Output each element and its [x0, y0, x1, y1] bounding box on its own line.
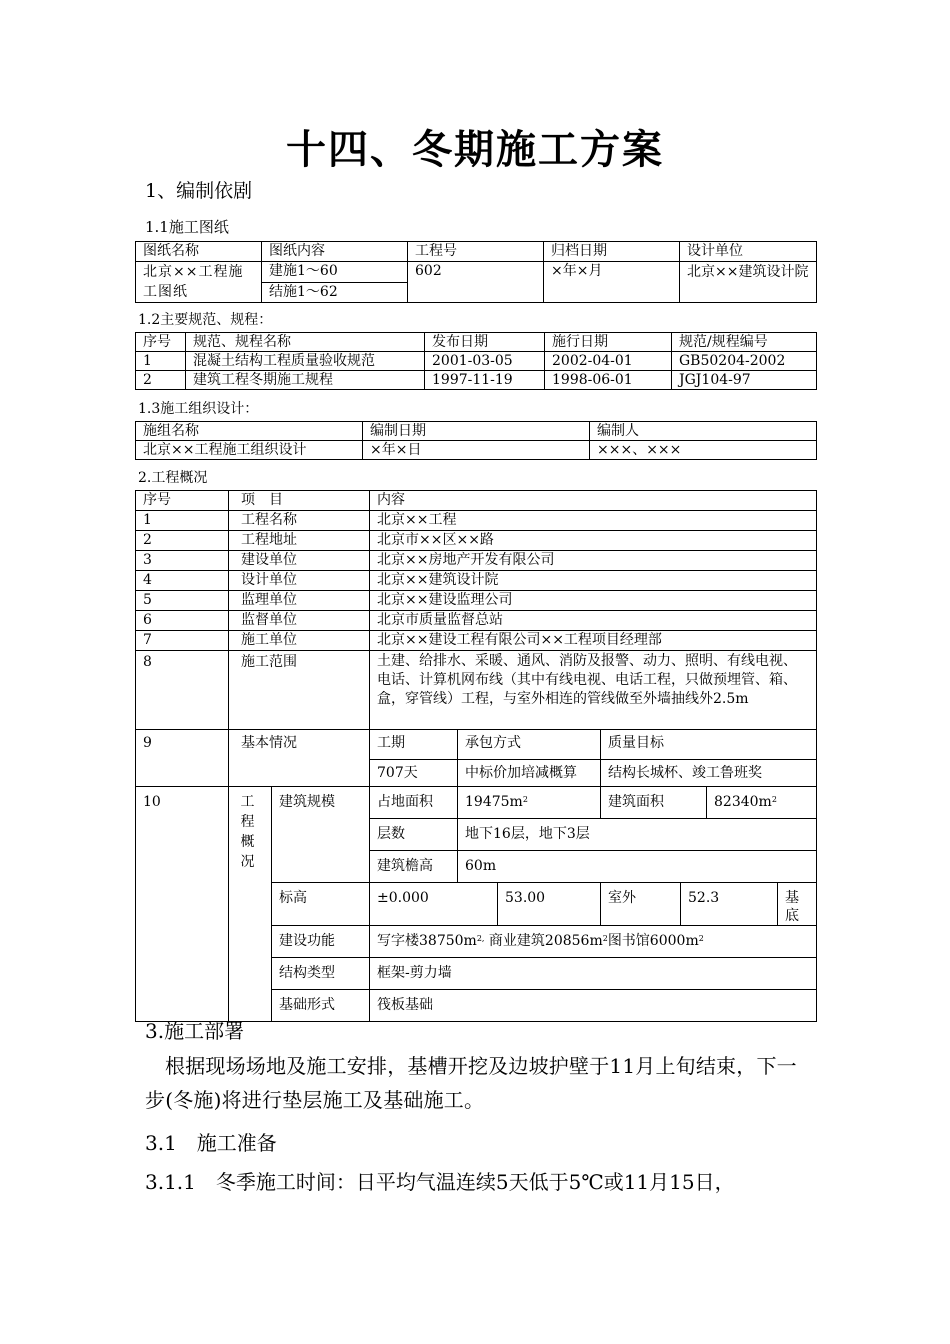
cell: 工期 [370, 730, 458, 760]
cell: 混凝土结构工程质量验收规范 [186, 352, 425, 371]
section-1-heading: 1、编制依剧 [145, 180, 253, 202]
table-row [136, 511, 817, 531]
function-commercial: 商业建筑20856m [488, 933, 603, 949]
project-overview-table [135, 490, 817, 1022]
drawing-content-1: 建施1～60 [262, 262, 408, 283]
page-title: 十四、冬期施工方案 [286, 126, 664, 173]
table-row [136, 531, 817, 551]
superscript-2: 2 [602, 934, 608, 943]
cell: 基本情况 [229, 730, 370, 787]
cell: 基底 [778, 883, 817, 926]
cell: 3 [136, 551, 229, 571]
cell: 监督单位 [229, 611, 370, 631]
cell: GB50204-2002 [672, 352, 817, 371]
cell: 室外 [601, 883, 681, 926]
section-3-heading: 3.施工部署 [145, 1019, 245, 1043]
cell: 施工范围 [229, 651, 370, 730]
cell: 占地面积 [370, 787, 458, 819]
cell: 工程名称 [229, 511, 370, 531]
header-cell: 规范/规程编号 [672, 333, 817, 352]
header-cell: 施组名称 [136, 422, 363, 441]
cell: 建筑面积 [601, 787, 707, 819]
cell: 1 [136, 511, 229, 531]
cell: 建筑檐高 [370, 851, 458, 883]
table-row [136, 591, 817, 611]
vertical-text: 工程概况 [240, 794, 255, 870]
cell: 北京××建设监理公司 [370, 591, 817, 611]
header-cell: 施行日期 [545, 333, 672, 352]
header-cell: 编制人 [590, 422, 817, 441]
design-unit: 北京××建筑设计院 [680, 262, 817, 303]
cell: 基础形式 [272, 990, 370, 1022]
table-row [136, 571, 817, 591]
superscript-2: 2 [771, 795, 777, 804]
table-row [136, 651, 817, 730]
section-2-heading: 2.工程概况 [138, 470, 208, 486]
cell: 1 [136, 352, 186, 371]
drawing-name: 北京××工程施工图纸 [136, 262, 262, 303]
cell: 北京××建筑设计院 [370, 571, 817, 591]
cell: ×××、××× [590, 441, 817, 460]
cell: 承包方式 [458, 730, 601, 760]
cell: 6 [136, 611, 229, 631]
scope-content: 土建、给排水、采暖、通风、消防及报警、动力、照明、有线电视、电话、计算机网布线（其中有线电视、电话工程，只做预埋管、箱、盒，穿管线）工程，与室外相连的管线做至外墙抽线外2.5m [370, 651, 817, 730]
cell: 中标价加培减概算 [458, 760, 601, 787]
cell: ×年×日 [363, 441, 590, 460]
table-row [136, 441, 817, 460]
header-cell: 图纸内容 [262, 242, 408, 262]
cell: 结构长城杯、竣工鲁班奖 [601, 760, 817, 787]
cell: 层数 [370, 819, 458, 851]
header-cell: 编制日期 [363, 422, 590, 441]
cell: 9 [136, 730, 229, 787]
cell: 建筑规模 [272, 787, 370, 883]
cell: 筏板基础 [370, 990, 817, 1022]
header-cell: 工程号 [408, 242, 544, 262]
standards-table [135, 332, 817, 390]
cell: 北京××工程 [370, 511, 817, 531]
cell: 北京市质量监督总站 [370, 611, 817, 631]
header-cell: 归档日期 [544, 242, 680, 262]
section-1-1-heading: 1.1施工图纸 [145, 218, 229, 236]
cell: 2001-03-05 [425, 352, 545, 371]
drawings-table [135, 241, 817, 303]
cell: 北京市××区××路 [370, 531, 817, 551]
header-cell: 序号 [136, 491, 229, 511]
cell: 北京××工程施工组织设计 [136, 441, 363, 460]
cell: 4 [136, 571, 229, 591]
table-row [136, 371, 817, 390]
cell: 结构类型 [272, 958, 370, 990]
cell: 707天 [370, 760, 458, 787]
cell: 施工单位 [229, 631, 370, 651]
section-1-3-heading: 1.3施工组织设计： [138, 401, 259, 417]
cell: 10 [136, 787, 229, 1022]
cell: 2 [136, 371, 186, 390]
cell: JGJ104-97 [672, 371, 817, 390]
header-cell: 项 目 [229, 491, 370, 511]
cell: 标高 [272, 883, 370, 926]
header-cell: 发布日期 [425, 333, 545, 352]
header-cell: 设计单位 [680, 242, 817, 262]
deployment-paragraph: 根据现场场地及施工安排，基槽开挖及边坡护壁于11月上旬结束，下一步(冬施)将进行垫层施工及基础施工。 [145, 1054, 797, 1112]
cell: 北京××建设工程有限公司××工程项目经理部 [370, 631, 817, 651]
cell: 监理单位 [229, 591, 370, 611]
cell: 质量目标 [601, 730, 817, 760]
cell: 建筑工程冬期施工规程 [186, 371, 425, 390]
vertical-label [229, 787, 272, 1022]
function-library: 图书馆6000m [607, 933, 699, 949]
building-area-value: 82340m [714, 794, 772, 810]
drawing-content-2: 结施1～62 [262, 282, 408, 303]
cell: 北京××房地产开发有限公司 [370, 551, 817, 571]
cell: 60m [458, 851, 817, 883]
table-row [136, 352, 817, 371]
section-3-1-1-text: 3.1.1 冬季施工时间：日平均气温连续5天低于5℃或11月15日， [145, 1170, 735, 1194]
cell: 1998-06-01 [545, 371, 672, 390]
cell: 5 [136, 591, 229, 611]
header-cell: 规范、规程名称 [186, 333, 425, 352]
cell: 框架-剪力墙 [370, 958, 817, 990]
header-cell: 内容 [370, 491, 817, 511]
table-row [136, 611, 817, 631]
cell: 建设单位 [229, 551, 370, 571]
function-office: 写字楼38750m [377, 933, 477, 949]
cell: 2002-04-01 [545, 352, 672, 371]
project-number: 602 [408, 262, 544, 303]
archive-date: ×年×月 [544, 262, 680, 303]
header-cell: 序号 [136, 333, 186, 352]
section-3-1-heading: 3.1 施工准备 [145, 1131, 277, 1155]
table-row [136, 631, 817, 651]
table-row [136, 551, 817, 571]
cell: 52.3 [681, 883, 778, 926]
header-cell: 图纸名称 [136, 242, 262, 262]
cell: 7 [136, 631, 229, 651]
cell: 1997-11-19 [425, 371, 545, 390]
cell: 工程地址 [229, 531, 370, 551]
cell: 8 [136, 651, 229, 730]
cell: 2 [136, 531, 229, 551]
superscript-2: 2 [522, 795, 528, 804]
cell: 设计单位 [229, 571, 370, 591]
org-design-table [135, 421, 817, 460]
superscript-2: 2 [698, 934, 704, 943]
superscript-2: 2, [476, 934, 485, 943]
cell: 建设功能 [272, 926, 370, 958]
cell: ±0.000 [370, 883, 498, 926]
section-1-2-heading: 1.2主要规范、规程： [138, 312, 273, 328]
cell: 地下16层，地下3层 [458, 819, 817, 851]
land-area-value: 19475m [465, 794, 523, 810]
cell: 53.00 [498, 883, 601, 926]
